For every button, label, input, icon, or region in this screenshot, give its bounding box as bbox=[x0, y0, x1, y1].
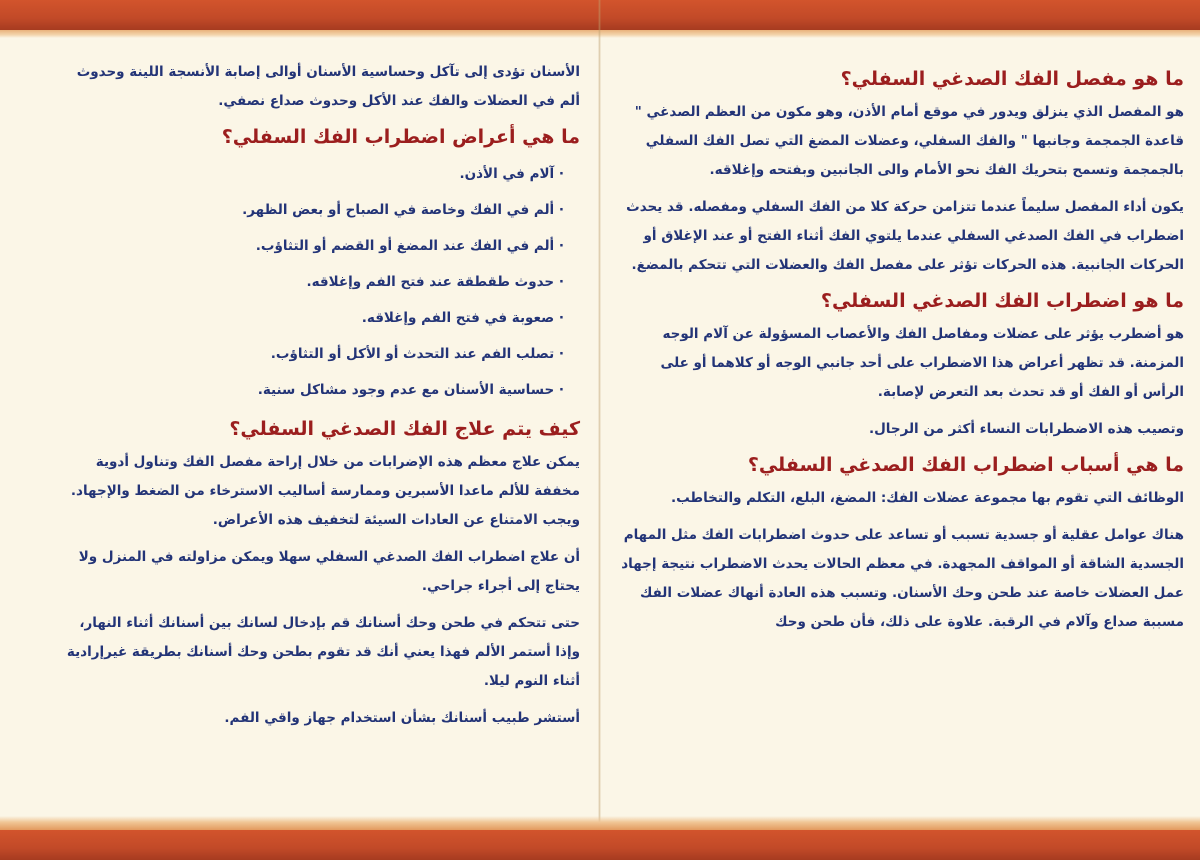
paragraph-tmd-causes: هناك عوامل عقلية أو جسدية تسبب أو تساعد على حدوث اضطرابات الفك مثل المهام الجسدية الشاقة أو المواقف المجهدة. في معظم الحالات يحدث الاضطراب نتيجة إجهاد عمل العضلات خاصة عند طحن وحك الأسنان. وتسبب هذه العادة أنهاك عضلات الفك مسببة صداع وآلام في الرقبة. علاوة على ذلك، فأن طحن وحك bbox=[621, 527, 1184, 630]
paragraph-treatment-general: يمكن علاج معظم هذه الإضرابات من خلال إراحة مفصل الفك وتناول أدوية مخففة للألم ماعدا الأسبرين وممارسة أساليب الاسترخاء من الضغط والإجهاد. ويجب الامتناع عن العادات السيئة لتخفيف هذه الأعراض. bbox=[70, 454, 580, 528]
heading-tmd-causes: ما هي أسباب اضطراب الفك الصدغي السفلي؟ bbox=[747, 454, 1184, 476]
list-item: · آلام في الأذن. bbox=[459, 166, 564, 182]
paragraph-tmd-prevalence: وتصيب هذه الاضطرابات النساء أكثر من الرجال. bbox=[868, 421, 1184, 437]
list-item: · ألم في الفك عند المضغ أو القضم أو التثاؤب. bbox=[255, 238, 564, 254]
right-page bbox=[616, 58, 1184, 798]
paragraph-consult-dentist: أستشر طبيب أسنانك بشأن استخدام جهاز واقي الفم. bbox=[224, 710, 580, 726]
heading-tmd-treatment: كيف يتم علاج الفك الصدغي السفلي؟ bbox=[229, 418, 580, 440]
list-item: · حدوث طقطقة عند فتح الفم وإغلاقه. bbox=[306, 274, 564, 290]
heading-tmd-symptoms: ما هي أعراض اضطراب الفك السفلي؟ bbox=[221, 126, 580, 148]
paragraph-jaw-functions: الوظائف التي تقوم بها مجموعة عضلات الفك: المضغ، البلع، التكلم والتخاطب. bbox=[670, 490, 1184, 506]
paragraph-tmj-function: يكون أداء المفصل سليماً عندما تتزامن حركة كلا من الفك السفلي ومفصله. قد يحدث اضطراب في الفك الصدغي السفلي عندما يلتوي الفك أثناء الفتح أو عند الإغلاق أو الحركات الجانبية. هذه الحركات تؤثر على مفصل الفك والعضلات التي تتحكم بالمضغ. bbox=[626, 199, 1184, 273]
paragraph-tmj-definition: هو المفصل الذي ينزلق ويدور في موقع أمام الأذن، وهو مكون من العظم الصدغي " قاعدة الجمجمة وجانبها " والفك السفلي، وعضلات المضغ التي تصل الفك السفلي بالجمجمة وتسمح بتحريك الفك نحو الأمام والى الجانبين وبفتحه وإغلاقه. bbox=[634, 104, 1184, 178]
heading-what-is-tmj: ما هو مفصل الفك الصدغي السفلي؟ bbox=[840, 68, 1184, 90]
heading-what-is-tmd: ما هو اضطراب الفك الصدغي السفلي؟ bbox=[820, 290, 1184, 312]
paragraph-tmd-definition: هو أضطرب يؤثر على عضلات ومفاصل الفك والأعصاب المسؤولة عن آلام الوجه المزمنة. قد تظهر أعراض هذا الاضطراب على أحد جانبي الوجه أو كلاهما أو على الرأس أو الفك أو قد تحدث بعد التعرض لإصابة. bbox=[660, 326, 1184, 400]
paragraph-treatment-home: أن علاج اضطراب الفك الصدغي السفلي سهلا ويمكن مزاولته في المنزل ولا يحتاج إلى أجراء جراحي. bbox=[78, 549, 580, 594]
list-item: · ألم في الفك وخاصة في الصباح أو بعض الظهر. bbox=[242, 202, 564, 218]
bottom-decorative-band bbox=[0, 830, 1200, 860]
paragraph-grinding-control: حتى تتحكم في طحن وحك أسنانك قم بإدخال لسانك بين أسنانك أثناء النهار، وإذا أستمر الألم فهذا يعني أنك قد تقوم بطحن وحك أسنانك بطريقة غيرإرادية أثناء النوم ليلا. bbox=[66, 615, 580, 689]
symptoms-list bbox=[60, 156, 580, 408]
list-item: · تصلب الفم عند التحدث أو الأكل أو التثاؤب. bbox=[270, 346, 564, 362]
list-item: · صعوبة في فتح الفم وإغلاقه. bbox=[361, 310, 564, 326]
paragraph-causes-continued: الأسنان تؤدى إلى تآكل وحساسية الأسنان أوالى إصابة الأنسجة اللينة وحدوث ألم في العضلات والفك عند الأكل وحدوث صداع نصفي. bbox=[76, 64, 580, 109]
bottom-band-shadow bbox=[0, 816, 1200, 830]
page-fold-line bbox=[598, 0, 601, 860]
list-item: · حساسية الأسنان مع عدم وجود مشاكل سنية. bbox=[257, 382, 564, 398]
left-page bbox=[60, 58, 580, 798]
